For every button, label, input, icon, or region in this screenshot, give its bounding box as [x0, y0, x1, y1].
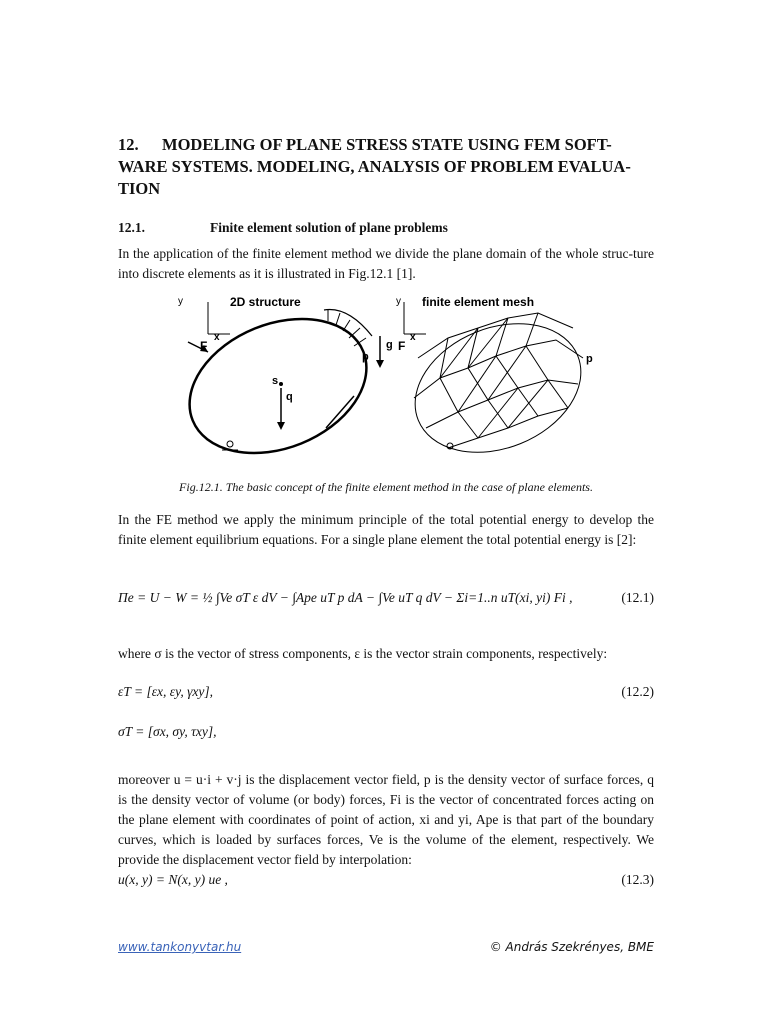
chapter-heading [118, 134, 658, 200]
equation-12-1 [118, 590, 654, 618]
right-axis-y: y [396, 296, 401, 307]
figure-12-1 [178, 288, 598, 466]
g-label: g [386, 339, 393, 351]
equation-12-1-body: Πe = U − W = ½ ∫Ve σT ε dV − ∫Ape uT p dA − ∫Ve uT q dV − Σi=1..n uT(xi, yi) Fi , [118, 590, 573, 605]
left-figure-label: 2D structure [230, 295, 301, 309]
section-title: Finite element solution of plane problems [210, 220, 448, 235]
section-number: 12.1. [118, 220, 145, 235]
equation-12-3-number: (12.3) [621, 872, 654, 887]
chapter-title: MODELING OF PLANE STRESS STATE USING FEM SOFT-WARE SYSTEMS. MODELING, ANALYSIS OF PROBLEM EVALUA-TION [118, 135, 631, 198]
fe-method-paragraph: In the FE method we apply the minimum principle of the total potential energy to develop the finite element equilibrium equations. For a single plane element the total potential energy is [2]: [118, 512, 654, 547]
equation-12-2b [118, 724, 654, 752]
figure-caption: Fig.12.1. The basic concept of the finite element method in the case of plane elements. [179, 480, 593, 494]
left-force-label: F [200, 339, 208, 353]
right-force-label: F [398, 339, 406, 353]
equation-12-2 [118, 684, 654, 712]
mesh-diagram [396, 300, 598, 466]
equation-12-2-number: (12.2) [621, 684, 654, 699]
moreover-paragraph: moreover u = u·i + v·j is the displacement vector field, p is the density vector of surface forces, q is the density vector of volume (or body) forces, Fi is the vector of concentrated forces acting on the plane element with coordinates of point of action, xi and yi, Ape is that part of the boundary curves, which is loaded by surfaces forces, Ve is the volume of the element, respectively. We provide the displacement vector field by interpolation: [118, 772, 654, 867]
footer-link[interactable]: www.tankonyvtar.hu [118, 940, 242, 954]
equation-12-2b-body: σT = [σx, σy, τxy], [118, 724, 217, 739]
equation-12-3 [118, 872, 654, 900]
equation-12-1-number: (12.1) [621, 590, 654, 605]
q-label: q [286, 391, 293, 403]
left-p-label: p [362, 351, 369, 363]
right-figure-label: finite element mesh [422, 295, 535, 309]
where-paragraph: where σ is the vector of stress components, ε is the vector strain components, respectively: [118, 646, 608, 661]
s-label: s [272, 375, 279, 387]
left-axis-y: y [178, 296, 183, 307]
right-axis-x: x [410, 332, 416, 343]
chapter-number: 12. [118, 135, 139, 154]
intro-paragraph: In the application of the finite element method we divide the plane domain of the whole struc-ture into discrete elements as it is illustrated in Fig.12.1 [1]. [118, 246, 654, 281]
equation-12-2-body: εT = [εx, εy, γxy], [118, 684, 214, 699]
section-heading [118, 220, 448, 236]
footer-copyright: © András Szekrényes, BME [489, 940, 654, 954]
right-p-label: p [586, 353, 593, 365]
left-axis-x: x [214, 332, 220, 343]
equation-12-3-body: u(x, y) = N(x, y) ue , [118, 872, 228, 887]
structure-diagram [178, 294, 387, 466]
